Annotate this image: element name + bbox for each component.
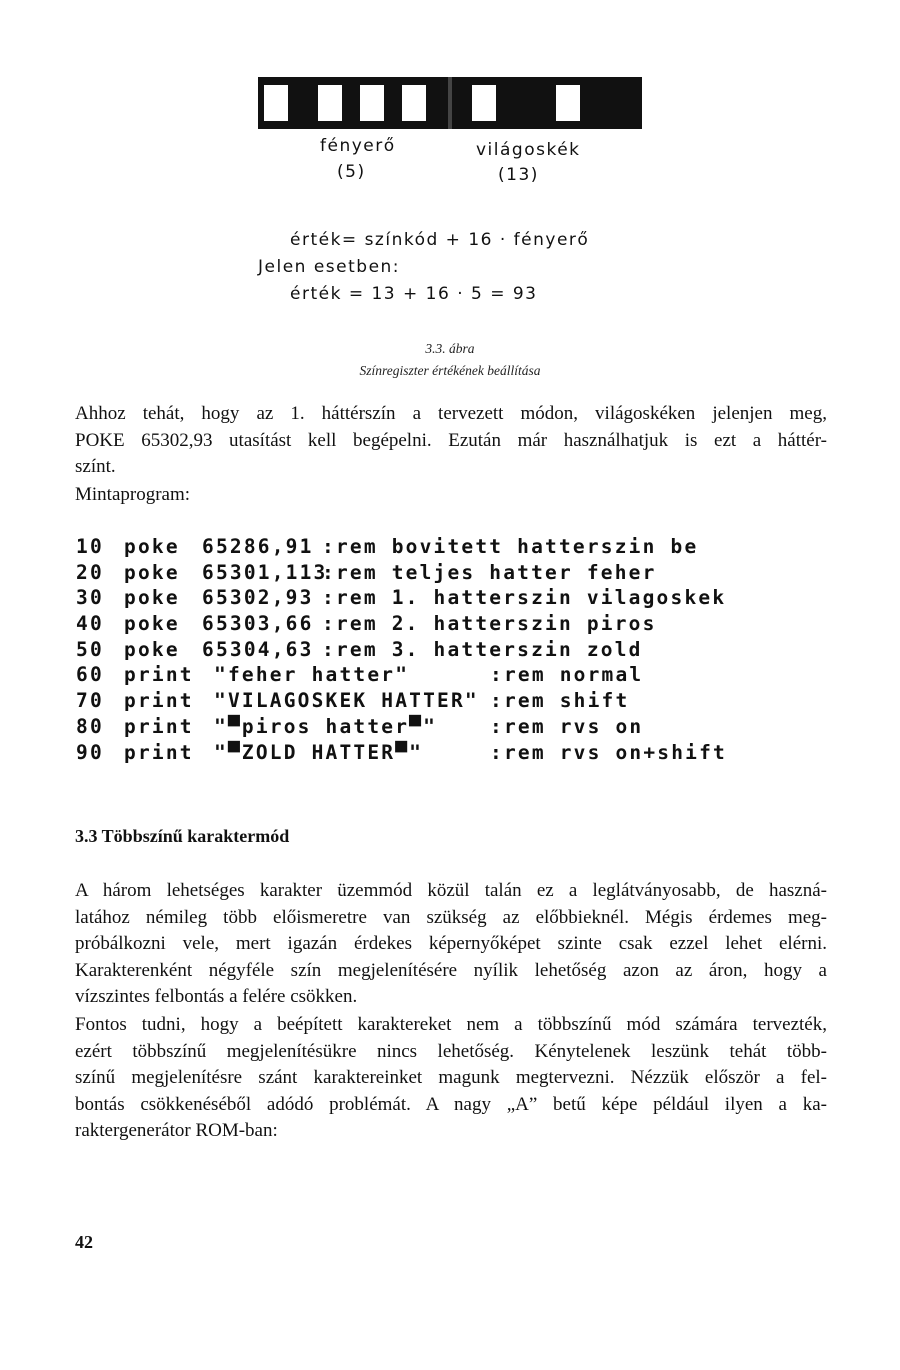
- program-line-number: 60: [76, 663, 104, 687]
- program-remark: :rem 1. hatterszin vilagoskek: [322, 586, 727, 610]
- program-argument: 65286,91: [202, 535, 314, 558]
- intro-paragraph: [75, 401, 827, 481]
- figure-caption-title: Színregiszter értékének beállítása: [359, 363, 541, 378]
- bit-cell: [360, 85, 384, 121]
- program-line-number: 90: [76, 740, 104, 764]
- program-command: poke: [124, 637, 180, 661]
- program-remark: :rem normal: [490, 663, 644, 687]
- text-line: POKE 65302,93 utasítást kell begépelni. Ezután már használhatjuk is ezt a háttér-: [75, 429, 827, 451]
- basic-program-listing: [76, 534, 836, 765]
- text-line: színt.: [75, 456, 116, 477]
- formula-line: Jelen esetben:: [258, 257, 401, 277]
- program-command: print: [124, 663, 194, 687]
- text-line: bontás csökkenéséből adódó problémát. A nagy „A” betű képe például ilyen a ka-: [75, 1093, 827, 1115]
- program-command: poke: [124, 586, 180, 610]
- program-command: print: [124, 740, 194, 764]
- program-command: poke: [124, 560, 180, 584]
- program-line-number: 30: [76, 586, 104, 610]
- section-paragraph: [75, 1012, 827, 1145]
- text-line: Ahhoz tehát, hogy az 1. háttérszín a tervezett módon, világoskéken jelenjen meg,: [75, 403, 827, 424]
- program-label: Mintaprogram:: [75, 484, 191, 505]
- program-line-number: 20: [76, 560, 104, 584]
- register-bit-diagram: [258, 77, 642, 129]
- program-remark: :rem rvs on: [490, 714, 644, 738]
- section-paragraph: [75, 878, 827, 1011]
- program-remark: :rem 3. hatterszin zold: [322, 637, 643, 661]
- program-line: [76, 740, 836, 766]
- program-remark: :rem rvs on+shift: [490, 740, 727, 764]
- text-line: vízszintes felbontás a felére csökken.: [75, 986, 358, 1007]
- text-line: latához némileg több előismeretre van szükség az előbbieknél. Mégis érdemes meg-: [75, 906, 827, 928]
- color-value: (13): [498, 165, 539, 185]
- program-line: [76, 637, 836, 663]
- program-argument: 65301,113: [202, 560, 328, 584]
- page-number: 42: [75, 1232, 93, 1252]
- program-argument: "VILAGOSKEK HATTER": [214, 689, 479, 713]
- text-line: raktergenerátor ROM-ban:: [75, 1120, 278, 1141]
- program-line: [76, 688, 836, 714]
- program-line-number: 40: [76, 612, 104, 636]
- formula-line: érték= színkód + 16 · fényerő: [290, 230, 590, 250]
- program-line-number: 10: [76, 535, 104, 558]
- formula-line: érték = 13 + 16 · 5 = 93: [290, 284, 538, 304]
- program-command: poke: [124, 535, 180, 558]
- brightness-value: (5): [337, 162, 366, 182]
- program-remark: :rem 2. hatterszin piros: [322, 612, 657, 636]
- program-command: print: [124, 714, 194, 738]
- bit-cell: [556, 85, 580, 121]
- text-line: Karakterenként négyféle szín megjelenítésére nyílik lehetőség azon az áron, hogy a: [75, 959, 827, 981]
- program-argument: 65303,66: [202, 612, 314, 636]
- bit-cell: [318, 85, 342, 121]
- program-line: [76, 585, 836, 611]
- program-argument: 65304,63: [202, 637, 314, 661]
- program-line: [76, 534, 836, 560]
- bit-cell: [472, 85, 496, 121]
- program-command: print: [124, 689, 194, 713]
- program-line: [76, 611, 836, 637]
- program-remark: :rem bovitett hatterszin be: [322, 535, 699, 558]
- text-line: színű megjelenítésre szánt karaktereinket magunk megtervezni. Nézzük először a fel-: [75, 1067, 827, 1088]
- program-line: [76, 560, 836, 586]
- program-line-number: 70: [76, 689, 104, 713]
- figure-caption-number: 3.3. ábra: [425, 341, 475, 356]
- program-argument: "feher hatter": [214, 663, 410, 687]
- color-label: világoskék: [476, 140, 581, 160]
- bit-cell: [402, 85, 426, 121]
- program-remark: :rem shift: [490, 689, 630, 713]
- text-line: Fontos tudni, hogy a beépített karaktereket nem a többszínű mód számára tervezték,: [75, 1014, 827, 1035]
- program-line-number: 80: [76, 714, 104, 738]
- program-line-number: 50: [76, 637, 104, 661]
- section-heading: 3.3 Többszínű karaktermód: [75, 826, 290, 846]
- text-line: próbálkozni vele, mert igazán érdekes képernyőképet szinte csak ezzel lehet elérni.: [75, 933, 827, 954]
- bit-cell: [264, 85, 288, 121]
- program-line: [76, 662, 836, 688]
- text-line: A három lehetséges karakter üzemmód közül talán ez a leglátványosabb, de haszná-: [75, 880, 827, 901]
- program-argument: 65302,93: [202, 586, 314, 610]
- bit-separator: [448, 77, 452, 129]
- program-argument: "▀piros hatter▀": [214, 714, 438, 738]
- text-line: ezért többszínű megjelenítésükre nincs lehetőség. Kénytelenek leszünk tehát több-: [75, 1040, 827, 1062]
- program-remark: :rem teljes hatter feher: [322, 560, 657, 584]
- program-argument: "▀ZOLD HATTER▀": [214, 740, 424, 764]
- brightness-label: fényerő: [320, 136, 396, 156]
- program-line: [76, 714, 836, 740]
- program-command: poke: [124, 612, 180, 636]
